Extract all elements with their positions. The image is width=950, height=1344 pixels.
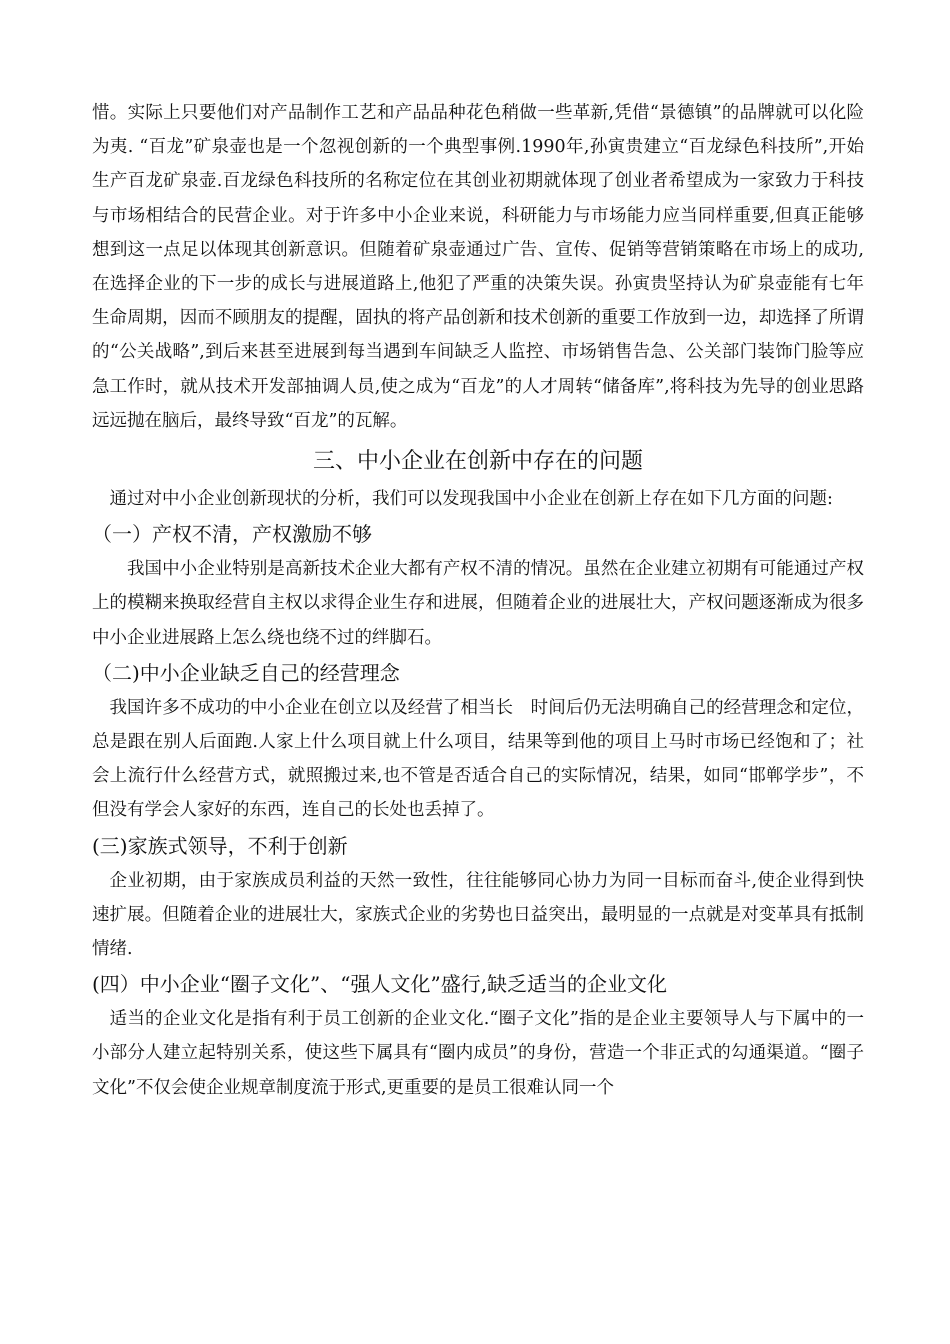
subheading-property-rights: （一）产权不清，产权激励不够 xyxy=(92,522,372,547)
paragraph-family-leadership: 企业初期，由于家族成员利益的天然一致性，往往能够同心协力为同一目标而奋斗,使企业得到快速扩展。但随着企业的进展壮大，家族式企业的劣势也日益突出，最明显的一点就是对变革具有抵制情绪. xyxy=(92,870,864,960)
paragraph-business-philosophy: 我国许多不成功的中小企业在创立以及经营了相当长 时间后仍无法明确自己的经营理念和定位，总是跟在别人后面跑.人家上什么项目就上什么项目，结果等到他的项目上马时市场已经饱和了；社会上流行什么经营方式，就照搬过来,也不管是否适合自己的实际情况，结果，如同“邯郸学步”，不但没有学会人家好的东西，连自己的长处也丢掉了。 xyxy=(92,697,864,821)
subheading-business-philosophy: （二)中小企业缺乏自己的经营理念 xyxy=(92,660,400,685)
subheading-family-leadership: (三)家族式领导，不利于创新 xyxy=(92,833,348,858)
subheading-corporate-culture: (四）中小企业“圈子文化”、“强人文化”盛行,缺乏适当的企业文化 xyxy=(92,972,668,997)
paragraph-property-rights: 我国中小企业特别是高新技术企业大都有产权不清的情况。虽然在企业建立初期有可能通过产权上的模糊来换取经营自主权以求得企业生存和进展，但随着企业的进展壮大，产权问题逐渐成为很多中小企业进展路上怎么绕也绕不过的绊脚石。 xyxy=(92,559,864,648)
document-page xyxy=(92,96,864,1105)
paragraph-baili-case: 惜。实际上只要他们对产品制作工艺和产品品种花色稍做一些革新,凭借“景德镇”的品牌就可以化险为夷. “百龙”矿泉壶也是一个忽视创新的一个典型事例.1990年,孙寅贵建立“百龙绿色科技所”,开始生产百龙矿泉壶.百龙绿色科技所的名称定位在其创业初期就体现了创业者希望成为一家致力于科技与市场相结合的民营企业。对于许多中小企业来说，科研能力与市场能力应当同样重要,但真正能够想到这一点足以体现其创新意识。但随着矿泉壶通过广告、宣传、促销等营销策略在市场上的成功,在选择企业的下一步的成长与进展道路上,他犯了严重的决策失误。孙寅贵坚持认为矿泉壶能有七年生命周期，因而不顾朋友的提醒，固执的将产品创新和技术创新的重要工作放到一边，却选择了所谓的“公关战略”,到后来甚至进展到每当遇到车间缺乏人监控、市场销售告急、公关部门装饰门脸等应急工作时，就从技术开发部抽调人员,使之成为“百龙”的人才周转“储备库”,将科技为先导的创业思路远远抛在脑后，最终导致“百龙”的瓦解。 xyxy=(92,103,864,431)
paragraph-corporate-culture: 适当的企业文化是指有利于员工创新的企业文化.“圈子文化”指的是企业主要领导人与下属中的一小部分人建立起特别关系，使这些下属具有“圈内成员”的身份，营造一个非正式的勾通渠道。“圈子文化”不仅会使企业规章制度流于形式,更重要的是员工很难认同一个 xyxy=(92,1009,864,1098)
paragraph-intro: 通过对中小企业创新现状的分析，我们可以发现我国中小企业在创新上存在如下几方面的问题: xyxy=(109,489,833,510)
section-title: 三、中小企业在创新中存在的问题 xyxy=(312,449,643,475)
